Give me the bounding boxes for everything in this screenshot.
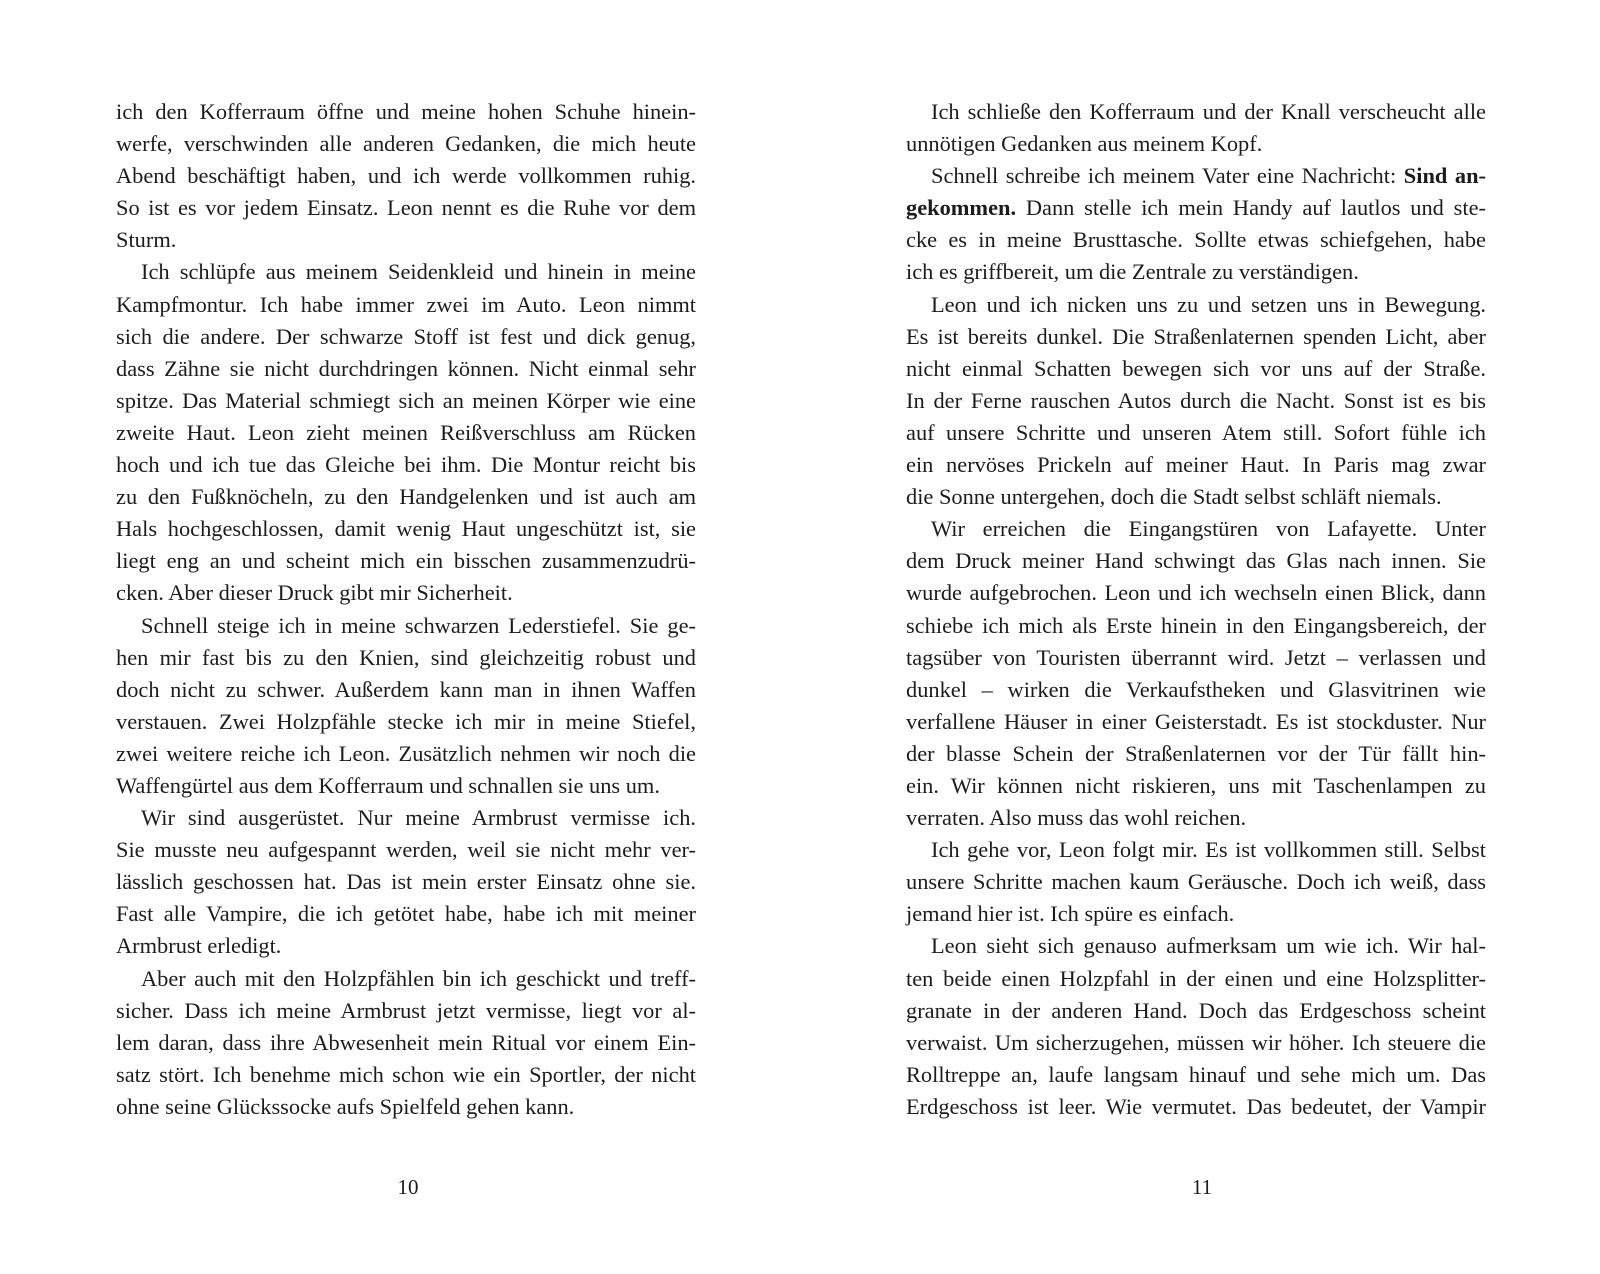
text-line: Abend beschäftigt haben, und ich werde vollkommen ruhig. xyxy=(116,163,696,189)
page-number: 11 xyxy=(1191,1175,1213,1199)
text-line: Leon sieht sich genauso aufmerksam um wie ich. Wir hal- xyxy=(931,933,1486,959)
text-line: zu den Fußknöcheln, zu den Handgelenken und ist auch am xyxy=(116,484,696,510)
text-line: werfe, verschwinden alle anderen Gedanken, die mich heute xyxy=(116,131,696,157)
text-line: tagsüber von Touristen überrannt wird. Jetzt – verlassen und xyxy=(906,644,1486,670)
text-line: Ich schließe den Kofferraum und der Knall verscheucht alle xyxy=(931,99,1486,124)
text-line: dass Zähne sie nicht durchdringen können. Nicht einmal sehr xyxy=(116,355,696,381)
text-line: unnötigen Gedanken aus meinem Kopf. xyxy=(906,131,1263,157)
text-line: jemand hier ist. Ich spüre es einfach. xyxy=(906,901,1235,927)
text-line: schiebe ich mich als Erste hinein in den Eingangsbereich, der xyxy=(906,612,1486,638)
text-line: Wir erreichen die Eingangstüren von Lafayette. Unter xyxy=(931,516,1486,542)
text-line: Waffengürtel aus dem Kofferraum und schnallen sie uns um. xyxy=(116,772,660,798)
text-line: Leon und ich nicken uns zu und setzen uns in Bewegung. xyxy=(931,291,1486,317)
text-line: Aber auch mit den Holzpfählen bin ich geschickt und treff- xyxy=(141,965,696,991)
text-line: lem daran, dass ihre Abwesenheit mein Ritual vor einem Ein- xyxy=(116,1029,696,1055)
text-line: Erdgeschoss ist leer. Wie vermutet. Das bedeutet, der Vampir xyxy=(906,1093,1486,1119)
text-line: unsere Schritte machen kaum Geräusche. Doch ich weiß, dass xyxy=(906,869,1486,895)
text-line: cken. Aber dieser Druck gibt mir Sicherheit. xyxy=(116,580,513,606)
text-line: Schnell steige ich in meine schwarzen Lederstiefel. Sie ge- xyxy=(141,612,696,638)
text-line: granate in der anderen Hand. Doch das Erdgeschoss scheint xyxy=(906,997,1486,1023)
text-line: die Sonne untergehen, doch die Stadt selbst schläft niemals. xyxy=(906,484,1442,510)
text-line: ohne seine Glückssocke aufs Spielfeld gehen kann. xyxy=(116,1093,575,1119)
text-line: sich die andere. Der schwarze Stoff ist fest und dick genug, xyxy=(116,323,696,349)
text-line: lässlich geschossen hat. Das ist mein erster Einsatz ohne sie. xyxy=(116,869,696,895)
text-line: doch nicht zu schwer. Außerdem kann man in ihnen Waffen xyxy=(116,676,696,702)
text-line: Es ist bereits dunkel. Die Straßenlaternen spenden Licht, aber xyxy=(906,323,1486,349)
left-page-text xyxy=(116,96,696,1123)
text-line: So ist es vor jedem Einsatz. Leon nennt es die Ruhe vor dem xyxy=(116,195,696,221)
text-line: hoch und ich tue das Gleiche bei ihm. Die Montur reicht bis xyxy=(116,452,696,478)
text-segment: Dann stelle ich mein Handy auf lautlos und ste- xyxy=(1016,195,1486,221)
text-line: In der Ferne rauschen Autos durch die Nacht. Sonst ist es bis xyxy=(906,387,1486,413)
bold-message-text: Sind an- xyxy=(1403,163,1487,189)
text-line: Sturm. xyxy=(116,227,177,253)
page-number: 10 xyxy=(397,1175,419,1199)
text-line: cke es in meine Brusttasche. Sollte etwas schiefgehen, habe xyxy=(906,227,1486,253)
bold-message-text: gekommen. xyxy=(906,195,1017,221)
text-line: Ich schlüpfe aus meinem Seidenkleid und hinein in meine xyxy=(141,259,696,285)
text-line: ich es griffbereit, um die Zentrale zu verständigen. xyxy=(906,259,1359,285)
right-page-text xyxy=(906,96,1486,1123)
text-line xyxy=(906,192,1486,224)
text-line: liegt eng an und scheint mich ein bisschen zusammenzudrü- xyxy=(116,548,696,574)
text-line: nicht einmal Schatten bewegen sich vor uns auf der Straße. xyxy=(906,355,1486,381)
text-line: auf unsere Schritte und unseren Atem still. Sofort fühle ich xyxy=(906,419,1486,445)
text-line: sicher. Dass ich meine Armbrust jetzt vermisse, liegt vor al- xyxy=(116,997,696,1023)
text-line: Armbrust erledigt. xyxy=(116,933,282,959)
text-line: ein. Wir können nicht riskieren, uns mit Taschenlampen zu xyxy=(906,772,1486,798)
text-line: wurde aufgebrochen. Leon und ich wechseln einen Blick, dann xyxy=(906,580,1486,606)
text-line: ein nervöses Prickeln auf meiner Haut. In Paris mag zwar xyxy=(906,452,1486,478)
text-line: Wir sind ausgerüstet. Nur meine Armbrust vermisse ich. xyxy=(141,805,696,831)
text-line: Ich gehe vor, Leon folgt mir. Es ist vollkommen still. Selbst xyxy=(931,837,1486,863)
text-line: ten beide einen Holzpfahl in der einen und eine Holzsplitter- xyxy=(906,965,1486,991)
text-segment: Schnell schreibe ich meinem Vater eine Nachricht: xyxy=(931,163,1404,189)
text-line: zweite Haut. Leon zieht meinen Reißverschluss am Rücken xyxy=(116,419,696,445)
text-line: verfallene Häuser in einer Geisterstadt. Es ist stockduster. Nur xyxy=(906,708,1486,734)
text-line: verwaist. Um sicherzugehen, müssen wir höher. Ich steuere die xyxy=(906,1029,1486,1055)
text-line: verraten. Also muss das wohl reichen. xyxy=(906,805,1247,831)
text-line: hen mir fast bis zu den Knien, sind gleichzeitig robust und xyxy=(116,644,696,670)
text-line: Kampfmontur. Ich habe immer zwei im Auto. Leon nimmt xyxy=(116,291,696,317)
text-line: Rolltreppe an, laufe langsam hinauf und sehe mich um. Das xyxy=(906,1061,1486,1087)
text-line: ich den Kofferraum öffne und meine hohen Schuhe hinein- xyxy=(116,99,696,124)
text-line: Hals hochgeschlossen, damit wenig Haut ungeschützt ist, sie xyxy=(116,516,696,542)
text-line: dunkel – wirken die Verkaufstheken und Glasvitrinen wie xyxy=(906,676,1486,702)
text-line: zwei weitere reiche ich Leon. Zusätzlich nehmen wir noch die xyxy=(116,740,696,766)
text-line: spitze. Das Material schmiegt sich an meinen Körper wie eine xyxy=(116,387,696,413)
right-page xyxy=(800,0,1600,1274)
text-line: Sie musste neu aufgespannt werden, weil sie nicht mehr ver- xyxy=(116,837,696,863)
text-line: Fast alle Vampire, die ich getötet habe, habe ich mit meiner xyxy=(116,901,696,927)
text-line xyxy=(906,160,1486,192)
text-line: der blasse Schein der Straßenlaternen vor der Tür fällt hin- xyxy=(906,740,1486,766)
text-line: satz stört. Ich benehme mich schon wie ein Sportler, der nicht xyxy=(116,1061,696,1087)
text-line: dem Druck meiner Hand schwingt das Glas nach innen. Sie xyxy=(906,548,1486,574)
text-line: verstauen. Zwei Holzpfähle stecke ich mir in meine Stiefel, xyxy=(116,708,696,734)
